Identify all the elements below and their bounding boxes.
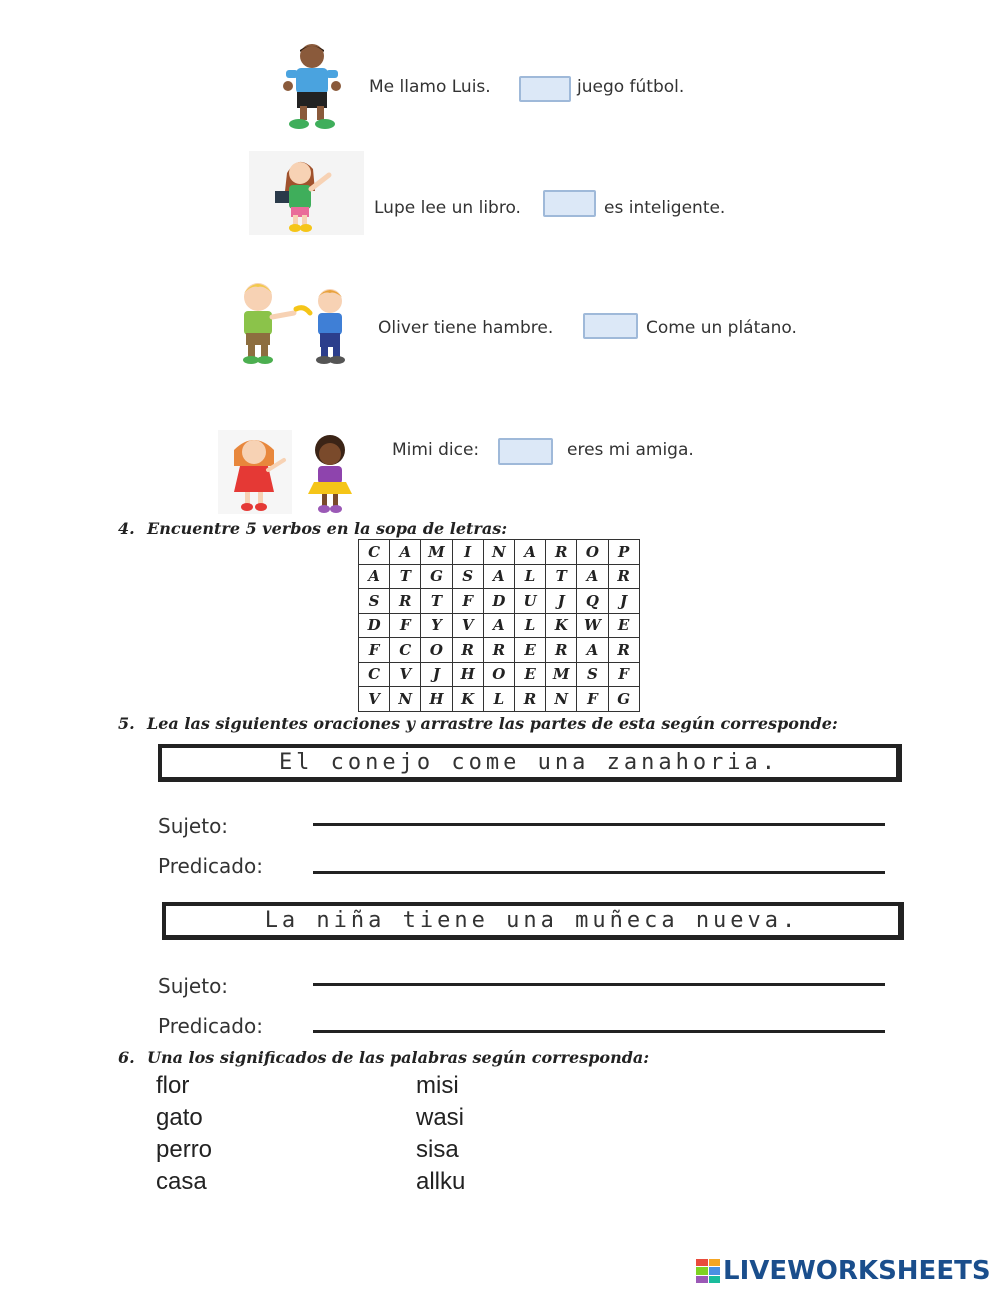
subject-drop-line-1[interactable] bbox=[313, 823, 885, 826]
word-search-cell[interactable]: F bbox=[577, 687, 608, 712]
word-search-cell[interactable]: D bbox=[483, 589, 514, 614]
answer-blank-4[interactable] bbox=[498, 438, 553, 465]
word-search-cell[interactable]: E bbox=[514, 662, 545, 687]
answer-blank-3[interactable] bbox=[583, 313, 638, 339]
sentence-2-after: es inteligente. bbox=[604, 198, 726, 218]
word-search-cell[interactable]: C bbox=[359, 540, 390, 565]
word-search-cell[interactable]: M bbox=[546, 662, 577, 687]
answer-blank-2[interactable] bbox=[543, 190, 596, 217]
girls-mimi-illustration bbox=[218, 430, 368, 514]
word-search-cell[interactable]: K bbox=[452, 687, 483, 712]
word-search-cell[interactable]: P bbox=[608, 540, 639, 565]
word-search-cell[interactable]: J bbox=[546, 589, 577, 614]
word-search-cell[interactable]: H bbox=[452, 662, 483, 687]
logo-icon bbox=[696, 1259, 720, 1283]
word-search-cell[interactable]: V bbox=[452, 613, 483, 638]
sentence-1-before: Me llamo Luis. bbox=[369, 77, 491, 97]
word-search-cell[interactable]: S bbox=[359, 589, 390, 614]
word-search-cell[interactable]: L bbox=[514, 613, 545, 638]
word-search-cell[interactable]: A bbox=[514, 540, 545, 565]
word-search-cell[interactable]: F bbox=[608, 662, 639, 687]
word-search-cell[interactable]: R bbox=[483, 638, 514, 663]
predicate-drop-line-1[interactable] bbox=[313, 871, 885, 874]
word-search-cell[interactable]: V bbox=[390, 662, 421, 687]
word-search-cell[interactable]: T bbox=[546, 564, 577, 589]
section-6-title: Una los significados de las palabras según corresponda: bbox=[147, 1048, 650, 1067]
word-search-cell[interactable]: F bbox=[452, 589, 483, 614]
boys-oliver-illustration bbox=[224, 279, 364, 365]
section-6-heading bbox=[118, 1048, 649, 1067]
section-5-number: 5. bbox=[118, 714, 135, 733]
section-4-heading bbox=[118, 519, 507, 538]
sentence-2-before: Lupe lee un libro. bbox=[374, 198, 521, 218]
word-search-cell[interactable]: L bbox=[483, 687, 514, 712]
word-search-cell[interactable]: N bbox=[546, 687, 577, 712]
girl-lupe-illustration-frame bbox=[249, 151, 364, 235]
word-search-cell[interactable]: J bbox=[608, 589, 639, 614]
sentence-box-1: El conejo come una zanahoria. bbox=[158, 744, 902, 782]
word-search-cell[interactable]: V bbox=[359, 687, 390, 712]
word-search-cell[interactable]: S bbox=[452, 564, 483, 589]
word-search-cell[interactable]: G bbox=[608, 687, 639, 712]
word-search-row bbox=[359, 589, 640, 614]
liveworksheets-logo bbox=[696, 1256, 991, 1286]
word-search-cell[interactable]: S bbox=[577, 662, 608, 687]
word-search-cell[interactable]: R bbox=[514, 687, 545, 712]
subject-label-2: Sujeto: bbox=[158, 974, 229, 998]
word-search-grid[interactable] bbox=[358, 539, 640, 712]
word-search-cell[interactable]: O bbox=[577, 540, 608, 565]
word-search-row bbox=[359, 687, 640, 712]
word-search-row bbox=[359, 540, 640, 565]
match-right-misi[interactable]: misi bbox=[416, 1072, 459, 1099]
word-search-cell[interactable]: G bbox=[421, 564, 452, 589]
word-search-cell[interactable]: L bbox=[514, 564, 545, 589]
word-search-cell[interactable]: A bbox=[359, 564, 390, 589]
word-search-cell[interactable]: T bbox=[421, 589, 452, 614]
word-search-cell[interactable]: R bbox=[390, 589, 421, 614]
subject-label-1: Sujeto: bbox=[158, 814, 229, 838]
word-search-cell[interactable]: F bbox=[390, 613, 421, 638]
word-search-cell[interactable]: E bbox=[608, 613, 639, 638]
word-search-cell[interactable]: N bbox=[390, 687, 421, 712]
word-search-cell[interactable]: A bbox=[483, 564, 514, 589]
sentence-4-after: eres mi amiga. bbox=[567, 440, 694, 460]
word-search-cell[interactable]: A bbox=[577, 638, 608, 663]
logo-text: LIVEWORKSHEETS bbox=[723, 1256, 991, 1286]
word-search-row bbox=[359, 638, 640, 663]
logo-tile bbox=[709, 1259, 721, 1266]
word-search-cell[interactable]: R bbox=[452, 638, 483, 663]
word-search-cell[interactable]: Q bbox=[577, 589, 608, 614]
word-search-cell[interactable]: I bbox=[452, 540, 483, 565]
sentence-4-before: Mimi dice: bbox=[392, 440, 480, 460]
match-right-sisa[interactable]: sisa bbox=[416, 1136, 459, 1163]
predicate-label-1: Predicado: bbox=[158, 854, 263, 878]
word-search-cell[interactable]: D bbox=[359, 613, 390, 638]
match-right-allku[interactable]: allku bbox=[416, 1168, 466, 1195]
word-search-cell[interactable]: O bbox=[421, 638, 452, 663]
match-left-flor[interactable]: flor bbox=[156, 1072, 190, 1099]
word-search-row bbox=[359, 564, 640, 589]
section-4-number: 4. bbox=[118, 519, 135, 538]
match-right-wasi[interactable]: wasi bbox=[416, 1104, 465, 1131]
logo-tile bbox=[696, 1276, 708, 1283]
logo-tile bbox=[709, 1276, 721, 1283]
word-search-cell[interactable]: M bbox=[421, 540, 452, 565]
word-search-cell[interactable]: O bbox=[483, 662, 514, 687]
word-search-cell[interactable]: T bbox=[390, 564, 421, 589]
word-search-cell[interactable]: E bbox=[514, 638, 545, 663]
word-search-cell[interactable]: C bbox=[390, 638, 421, 663]
predicate-drop-line-2[interactable] bbox=[313, 1030, 885, 1033]
sentence-box-2: La niña tiene una muñeca nueva. bbox=[162, 902, 904, 940]
word-search-cell[interactable]: W bbox=[577, 613, 608, 638]
section-5-heading bbox=[118, 714, 838, 733]
section-5-title: Lea las siguientes oraciones y arrastre las partes de esta según corresponde: bbox=[147, 714, 838, 733]
word-search-cell[interactable]: A bbox=[390, 540, 421, 565]
word-search-row bbox=[359, 613, 640, 638]
match-left-gato[interactable]: gato bbox=[156, 1104, 203, 1131]
word-search-cell[interactable]: U bbox=[514, 589, 545, 614]
match-left-casa[interactable]: casa bbox=[156, 1168, 207, 1195]
match-left-perro[interactable]: perro bbox=[156, 1136, 213, 1163]
sentence-3-before: Oliver tiene hambre. bbox=[378, 318, 554, 338]
section-4-title: Encuentre 5 verbos en la sopa de letras: bbox=[147, 519, 508, 538]
word-search-row bbox=[359, 662, 640, 687]
logo-tile bbox=[696, 1267, 708, 1274]
word-search-cell[interactable]: Y bbox=[421, 613, 452, 638]
section-6-number: 6. bbox=[118, 1048, 135, 1067]
predicate-label-2: Predicado: bbox=[158, 1014, 263, 1038]
word-search-cell[interactable]: C bbox=[359, 662, 390, 687]
word-search-cell[interactable]: R bbox=[546, 540, 577, 565]
logo-tile bbox=[709, 1267, 721, 1274]
word-search-cell[interactable]: K bbox=[546, 613, 577, 638]
girl-lupe-illustration bbox=[249, 151, 364, 235]
boy-luis-illustration bbox=[272, 42, 352, 130]
word-search-cell[interactable]: J bbox=[421, 662, 452, 687]
word-search-cell[interactable]: R bbox=[608, 638, 639, 663]
word-search-cell[interactable]: A bbox=[483, 613, 514, 638]
sentence-1-after: juego fútbol. bbox=[577, 77, 685, 97]
word-search-cell[interactable]: R bbox=[546, 638, 577, 663]
answer-blank-1[interactable] bbox=[519, 76, 571, 102]
sentence-3-after: Come un plátano. bbox=[646, 318, 797, 338]
subject-drop-line-2[interactable] bbox=[313, 983, 885, 986]
word-search-cell[interactable]: N bbox=[483, 540, 514, 565]
word-search-cell[interactable]: R bbox=[608, 564, 639, 589]
logo-tile bbox=[696, 1259, 708, 1266]
word-search-cell[interactable]: F bbox=[359, 638, 390, 663]
word-search-cell[interactable]: A bbox=[577, 564, 608, 589]
word-search-cell[interactable]: H bbox=[421, 687, 452, 712]
